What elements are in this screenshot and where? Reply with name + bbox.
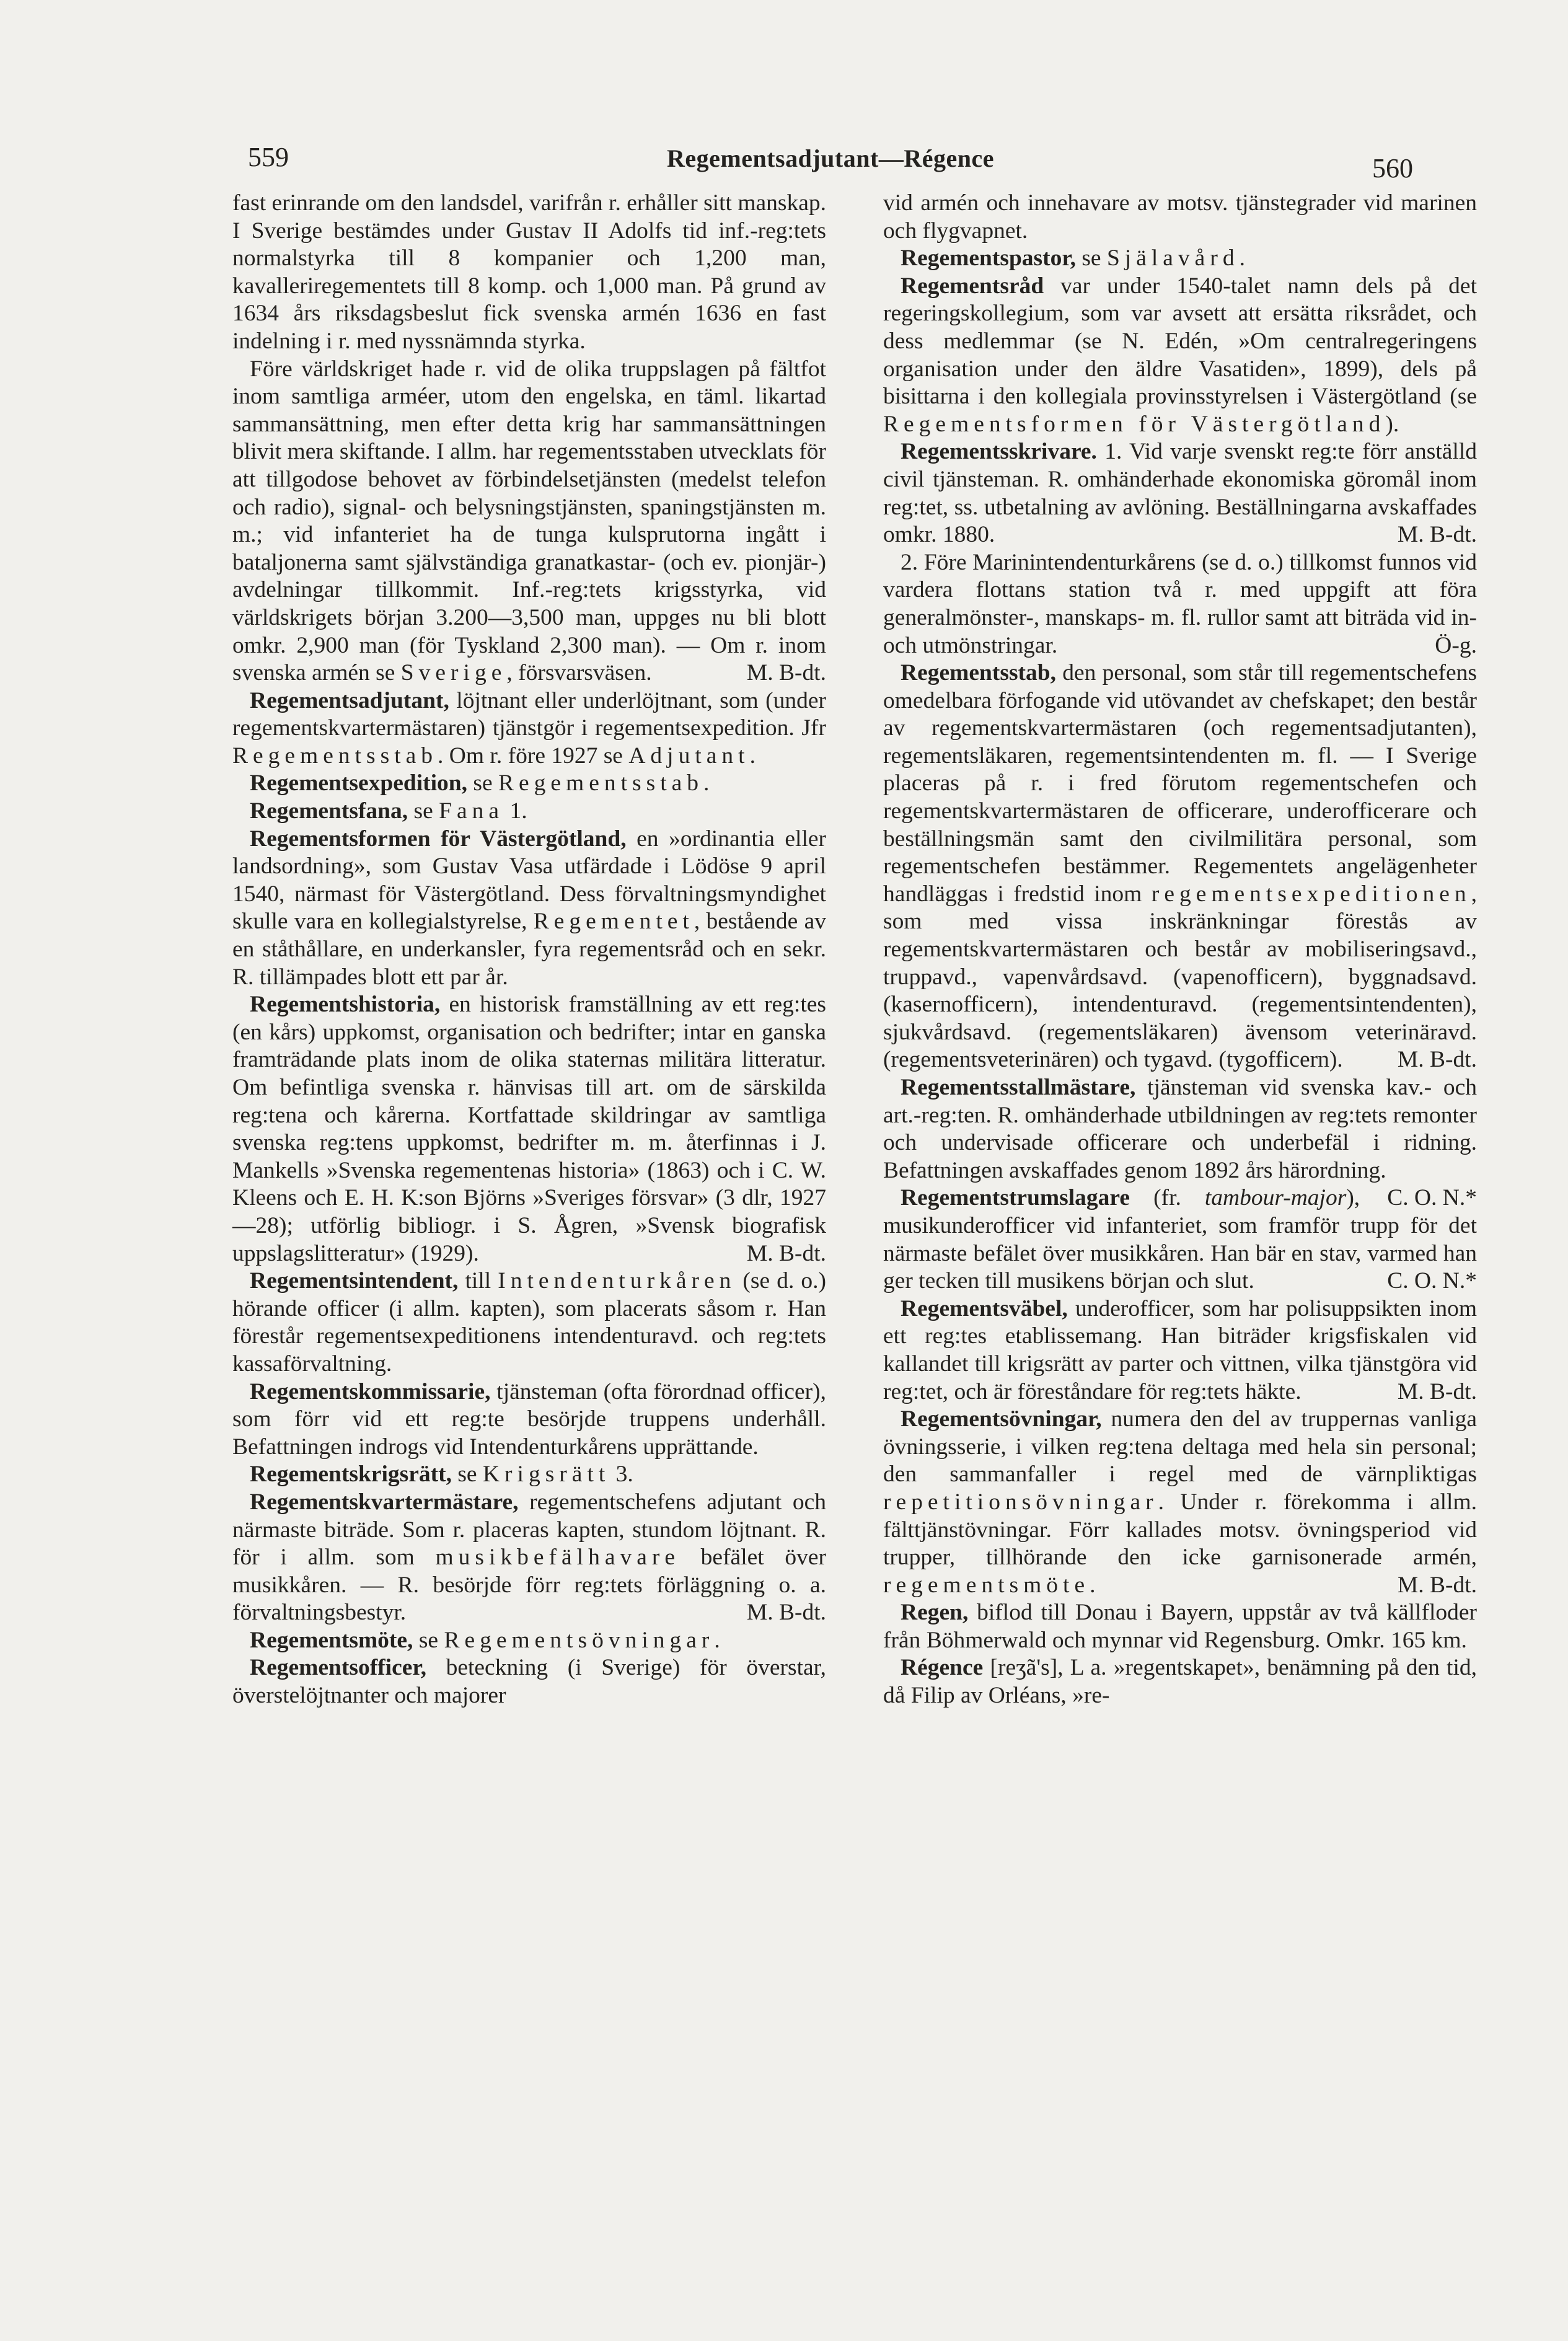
entry: Regementshistoria, en historisk framställning av ett reg:tes (en kårs) uppkomst, organisation och bedrifter; intar en ganska framträdande plats inom de olika staternas militära litteratur. Om befintliga svenska r. hänvisas till art. om de särskilda reg:tena och kårerna. Kortfattade skildringar av samtliga svenska reg:tens uppkomst, bedrifter m. m. återfinnas i J. Mankells »Svenska regementenas historia» (1863) och i C. W. Kleens och E. H. K:son Björns »Sveriges försvar» (3 dlr, 1927—28); utförlig bibliogr. i S. Ågren, »Svensk biografisk uppslagslitteratur» (1929). M. B-dt. <box>232 991 826 1267</box>
cross-reference: Regementsövningar <box>444 1627 715 1653</box>
entry: Regementsfana, se Fana 1. <box>250 798 527 824</box>
author-signature: M. B-dt. <box>746 660 826 686</box>
author-signature: M. B-dt. <box>1397 522 1477 548</box>
entry: Regementsadjutant, löjtnant eller underlöjtnant, som (under regementskvartermästaren) tjänstgör i regementsexpedition. Jfr Regementsstab. Om r. före 1927 se Adjutant. <box>232 687 826 769</box>
entry-headword: Regementskvartermästare, <box>250 1489 519 1515</box>
entry-headword: Regementsväbel, <box>901 1295 1068 1321</box>
entry-headword: Regementskommissarie, <box>250 1378 491 1404</box>
entry: Regementsofficer, beteckning (i Sverige) för överstar, överstelöjtnanter och majorer <box>232 1655 826 1709</box>
entry-headword: Regementskrigsrätt, <box>250 1461 452 1488</box>
author-signature: M. B-dt. <box>1397 1378 1477 1404</box>
running-title: Regementsadjutant—Régence <box>667 144 994 172</box>
entry-headword: Regementsstab, <box>901 660 1057 686</box>
entry: Regementsmöte, se Regementsövningar. <box>250 1627 720 1653</box>
cross-reference: repetitionsövningar <box>883 1489 1158 1515</box>
page-header <box>248 141 1413 183</box>
entry-headword: Regementsintendent, <box>250 1268 459 1294</box>
entry: Regementsintendent, till Intendenturkåren (se d. o.) hörande officer (i allm. kapten), som placerats såsom r. Han förestår regementsexpeditionens intendenturavd. och reg:tets kassaförvaltning. <box>232 1268 826 1377</box>
paragraph: 2. Före Marinintendenturkårens (se d. o.) tillkomst funnos vid vardera flottans station två r. med uppgift att föra generalmönster-, manskaps- m. fl. rullor samt att biträda vid in- och utmönstringar. Ö-g. <box>883 549 1477 659</box>
author-signature: M. B-dt. <box>1397 1572 1477 1598</box>
author-signature: M. B-dt. <box>746 1600 826 1626</box>
cross-reference: Själavård <box>1106 245 1240 271</box>
cross-reference: Intendenturkåren <box>498 1268 736 1294</box>
author-signature: M. B-dt. <box>746 1240 826 1266</box>
entry-headword: Regementsexpedition, <box>250 770 467 796</box>
foreign-term: tambour-major <box>1204 1185 1347 1211</box>
entry: Regementsstallmästare, tjänsteman vid svenska kav.- och art.-reg:ten. R. omhänderhade utbildningen av reg:tets remonter och undervisade officerare och underbefäl i ridning. Befattningen avskaffades genom 1892 års härordning. C. O. N.* <box>883 1074 1477 1184</box>
page-number-right: 560 <box>1372 153 1413 183</box>
entry-headword: Regementsadjutant, <box>250 687 449 713</box>
page-number-left: 559 <box>248 142 289 172</box>
entry: Regementsråd var under 1540-talet namn dels på det regeringskollegium, som var avsett att ersätta riksrådet, och dess medlemmar (se N. Edén, »Om centralregeringens organisation under den äldre Vasatiden», 1899), dels på bisittarna i den kollegiala provinsstyrelsen i Västergötland (se Regementsformen för Västergötland). <box>883 273 1477 437</box>
cross-reference: Regementsstab <box>498 770 704 796</box>
entry: Regementskvartermästare, regementschefens adjutant och närmaste biträde. Som r. placeras kapten, stundom löjtnant. R. för i allm. som musikbefälhavare befälet över musikkåren. — R. besörjde förr reg:tets förläggning o. a. förvaltningsbestyr. M. B-dt. <box>232 1489 826 1627</box>
entry: Regementstrumslagare (fr. tambour-major), musikunderofficer vid infanteriet, som framför trupp för det närmaste befälet över musikkåren. Han bär en stav, varmed han ger tecken till musikens början och slut. C. O. N.* <box>883 1184 1477 1295</box>
entry: Regementsstab, den personal, som står till regementschefens omedelbara förfogande vid utövandet av chefskapet; den består av regementskvartermästaren (och regementsadjutanten), regementsläkaren, regementsintendenten m. fl. — I Sverige placeras på r. i fred förutom regementschefen och regementskvartermästaren de officerare, underofficerare och beställningsmän samt den civilmilitära personal, som regementschefen bestämmer. Regementets angelägenheter handläggas i fredstid inom regementsexpeditionen, som med vissa inskränkningar förestås av regementskvartermästaren och består av mobiliseringsavd., truppavd., vapenvårdsavd. (vapenofficern), byggnadsavd. (kasernofficern), intendenturavd. (regementsintendenten), sjukvårdsavd. (regementsläkaren) ävensom veterinäravd. (regementsveterinären) och tygavd. (tygofficern). M. B-dt. <box>883 659 1477 1074</box>
cross-reference: Krigsrätt <box>482 1461 610 1488</box>
cross-reference: Regementsstab <box>232 743 438 769</box>
left-column <box>232 190 826 1710</box>
cross-reference: regementsmöte <box>883 1572 1090 1598</box>
cross-reference: Sverige <box>400 660 507 686</box>
entry-headword: Regementshistoria, <box>250 992 441 1018</box>
author-signature: Ö-g. <box>1435 632 1477 658</box>
entry-headword: Regementstrumslagare <box>901 1185 1130 1211</box>
entry: Regementskrigsrätt, se Krigsrätt 3. <box>250 1461 633 1488</box>
cross-reference: regementsexpeditionen <box>1151 881 1471 907</box>
paragraph: fast erinrande om den landsdel, varifrån r. erhåller sitt manskap. I Sverige bestämdes under Gustav II Adolfs tid inf.-reg:tets normalstyrka till 8 kompanier och 1,200 man, kavalleriregementets till 8 komp. och 1,000 man. På grund av 1634 års riksdagsbeslut fick svenska armén 1636 en fast indelning i r. med nyssnämnda styrka. <box>232 190 826 354</box>
entry: Regementspastor, se Själavård. <box>901 245 1245 271</box>
paragraph: vid armén och innehavare av motsv. tjänstegrader vid marinen och flygvapnet. <box>883 190 1477 244</box>
cross-reference: Regementsformen för Västergötland <box>883 411 1386 437</box>
entry-headword: Regementsskrivare. <box>901 439 1097 465</box>
entry: Regementskommissarie, tjänsteman (ofta förordnad officer), som förr vid ett reg:te besörjde truppens underhåll. Befattningen indrogs vid Intendenturkårens upprättande. <box>232 1378 826 1460</box>
entry: Régence [reʒã's], L a. »regentskapet», benämning på den tid, då Filip av Orléans, »re- <box>883 1655 1477 1709</box>
author-signature: C. O. N.* <box>1387 1268 1477 1294</box>
entry-headword: Regementsövningar, <box>901 1406 1102 1432</box>
entry-headword: Regementsformen för Västergötland, <box>250 826 627 852</box>
cross-reference: musikbefälhavare <box>435 1545 680 1571</box>
paragraph: Före världskriget hade r. vid de olika truppslagen på fältfot inom samtliga arméer, utom den engelska, en täml. likartad sammansättning, men efter detta krig har sammansättningen blivit mera skiftande. I allm. har regementsstaben utvecklats för att tillgodose behovet av förbindelsetjänsten (medelst telefon och radio), signal- och belysningstjänsten, spaningstjänsten m. m.; vid infanteriet ha de tunga kulsprutorna ingått i bataljonerna samt självständiga granatkastar- (och ev. pionjär-) avdelningar tillkommit. Inf.-reg:tets krigsstyrka, vid världskrigets början 3.200—3,500 man, uppges nu bli blott omkr. 2,900 man (för Tyskland 2,300 man). — Om r. inom svenska armén se Sverige, försvarsväsen. M. B-dt. <box>232 356 826 687</box>
entry-headword: Regementsfana, <box>250 798 408 824</box>
entry: Regen, biflod till Donau i Bayern, uppstår av två källfloder från Böhmerwald och mynnar vid Regensburg. Omkr. 165 km. <box>883 1600 1477 1653</box>
cross-reference: Fana <box>439 798 504 824</box>
cross-reference: Regementet <box>533 909 694 935</box>
cross-reference: Adjutant <box>628 743 750 769</box>
entry: Regementsskrivare. 1. Vid varje svenskt reg:te förr anställd civil tjänsteman. R. omhänderhade ekonomiska göromål inom reg:tet, ss. utbetalning av avlöning. Beställningarna avskaffades omkr. 1880. M. B-dt. <box>883 438 1477 549</box>
author-signature: C. O. N.* <box>1387 1185 1477 1211</box>
entry: Regementsövningar, numera den del av truppernas vanliga övningsserie, i vilken reg:tena deltaga med hela sin personal; den sammanfaller i regel med de värnpliktigas repetitionsövningar. Under r. förekomma i allm. fälttjänstövningar. Förr kallades motsv. övningsperiod vid trupper, tillhörande den icke garnisonerade armén, regementsmöte. M. B-dt. <box>883 1406 1477 1599</box>
right-column <box>883 190 1477 1710</box>
author-signature: M. B-dt. <box>1397 1047 1477 1073</box>
entry-headword: Regementsofficer, <box>250 1655 426 1681</box>
entry-headword: Regen, <box>901 1600 969 1626</box>
entry: Regementsexpedition, se Regementsstab. <box>250 770 710 796</box>
entry-headword: Regementsstallmästare, <box>901 1075 1136 1100</box>
entry: Regementsformen för Västergötland, en »ordinantia eller landsordning», som Gustav Vasa utfärdade i Lödöse 9 april 1540, närmast för Västergötland. Dess förvaltningsmyndighet skulle vara en kollegialstyrelse, Regementet, bestående av en ståthållare, en underkansler, fyra regementsråd och en sekr. R. tillämpades blott ett par år. <box>232 826 827 990</box>
entry: Regementsväbel, underofficer, som har polisuppsikten inom ett reg:tes etablissemang. Han biträder krigsfiskalen vid kallandet till krigsrätt av parter och vittnen, vilka tjänstgöra vid reg:tet, och är föreståndare för reg:tets häkte. M. B-dt. <box>883 1295 1477 1406</box>
entry-headword: Regementsråd <box>901 273 1044 299</box>
entry-headword: Regementsmöte, <box>250 1627 413 1653</box>
entry-headword: Regementspastor, <box>901 245 1076 271</box>
entry-headword: Régence <box>901 1655 984 1681</box>
